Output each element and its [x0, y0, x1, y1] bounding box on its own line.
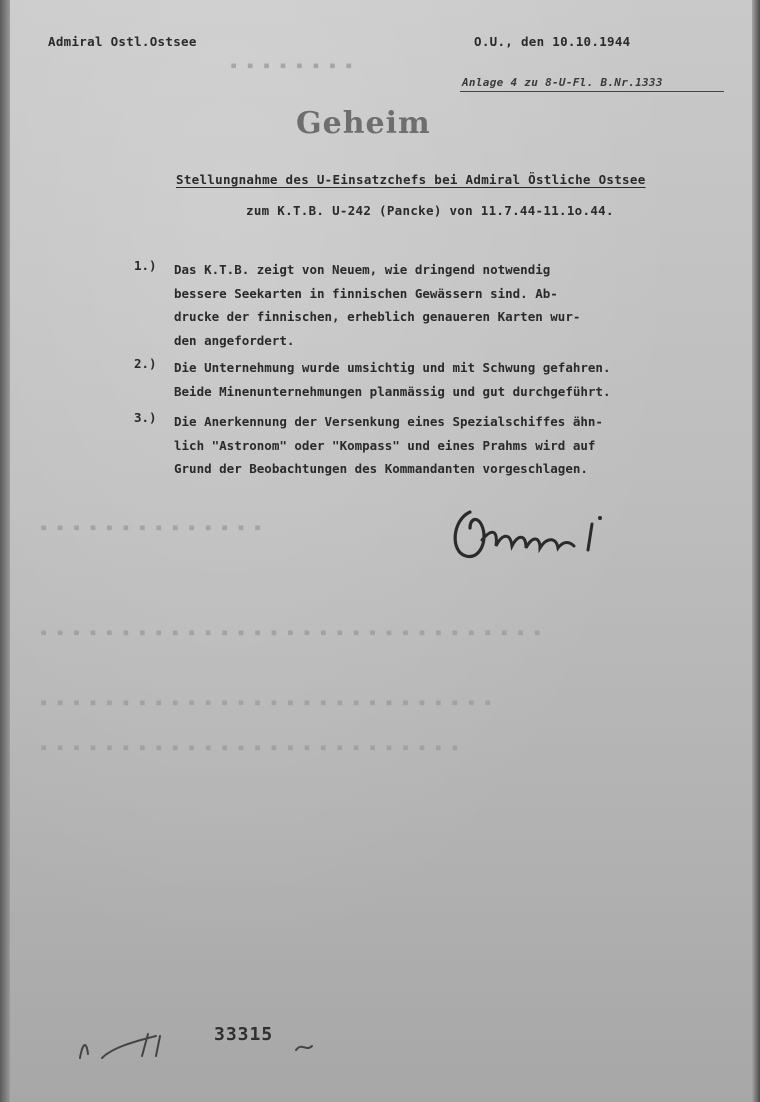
page-edge-right [752, 0, 760, 1102]
item-line: Grund der Beobachtungen des Kommandanten vorgeschlagen. [174, 461, 588, 476]
bleed-through-mark: ▪ ▪ ▪ ▪ ▪ ▪ ▪ ▪ ▪ ▪ ▪ ▪ ▪ ▪ ▪ ▪ ▪ ▪ ▪ ▪ ▪ ▪ ▪ ▪ ▪ ▪ ▪ ▪ ▪ ▪ ▪ [40, 625, 542, 639]
item-number: 1.) [134, 258, 157, 273]
item-number: 2.) [134, 356, 157, 371]
archive-number: 33315 [214, 1024, 274, 1045]
subject-line-2: zum K.T.B. U-242 (Pancke) von 11.7.44-11.1o.44. [246, 203, 614, 218]
item-line: den angefordert. [174, 332, 295, 348]
bleed-through-mark: ▪ ▪ ▪ ▪ ▪ ▪ ▪ ▪ [230, 58, 354, 72]
item-line: bessere Seekarten in finnischen Gewässern sind. Ab- [174, 285, 558, 301]
subject-line-1: Stellungnahme des U-Einsatzchefs bei Admiral Östliche Ostsee [176, 172, 646, 187]
archive-handmark-tail [294, 1036, 334, 1056]
archive-handmark [72, 1028, 182, 1064]
signature-image [440, 500, 630, 570]
item-line: Beide Minenunternehmungen planmässig und gut durchgeführt. [174, 383, 611, 399]
bleed-through-mark: ▪ ▪ ▪ ▪ ▪ ▪ ▪ ▪ ▪ ▪ ▪ ▪ ▪ ▪ [40, 520, 263, 534]
sender-line: Admiral Ostl.Ostsee [48, 34, 197, 49]
place-date: O.U., den 10.10.1944 [474, 34, 631, 49]
item-number: 3.) [134, 410, 157, 425]
item-line: drucke der finnischen, erheblich genaueren Karten wur- [174, 309, 581, 324]
item-line: Die Anerkennung der Versenkung eines Spezialschiffes ähn- [174, 414, 603, 429]
item-text [174, 410, 734, 481]
item-line: Das K.T.B. zeigt von Neuem, wie dringend notwendig [174, 262, 551, 277]
bleed-through-mark: ▪ ▪ ▪ ▪ ▪ ▪ ▪ ▪ ▪ ▪ ▪ ▪ ▪ ▪ ▪ ▪ ▪ ▪ ▪ ▪ ▪ ▪ ▪ ▪ ▪ ▪ [40, 740, 460, 754]
item-line: Die Unternehmung wurde umsichtig und mit Schwung gefahren. [174, 360, 611, 375]
bleed-through-mark: ▪ ▪ ▪ ▪ ▪ ▪ ▪ ▪ ▪ ▪ ▪ ▪ ▪ ▪ ▪ ▪ ▪ ▪ ▪ ▪ ▪ ▪ ▪ ▪ ▪ ▪ ▪ ▪ [40, 695, 493, 709]
item-line: lich "Astronom" oder "Kompass" und eines Prahms wird auf [174, 437, 596, 453]
page-edge-left [0, 0, 10, 1102]
item-text [174, 258, 734, 352]
item-text [174, 356, 734, 403]
annex-reference: Anlage 4 zu 8-U-Fl. B.Nr.1333 [460, 76, 724, 92]
classification-heading: Geheim [296, 106, 431, 141]
